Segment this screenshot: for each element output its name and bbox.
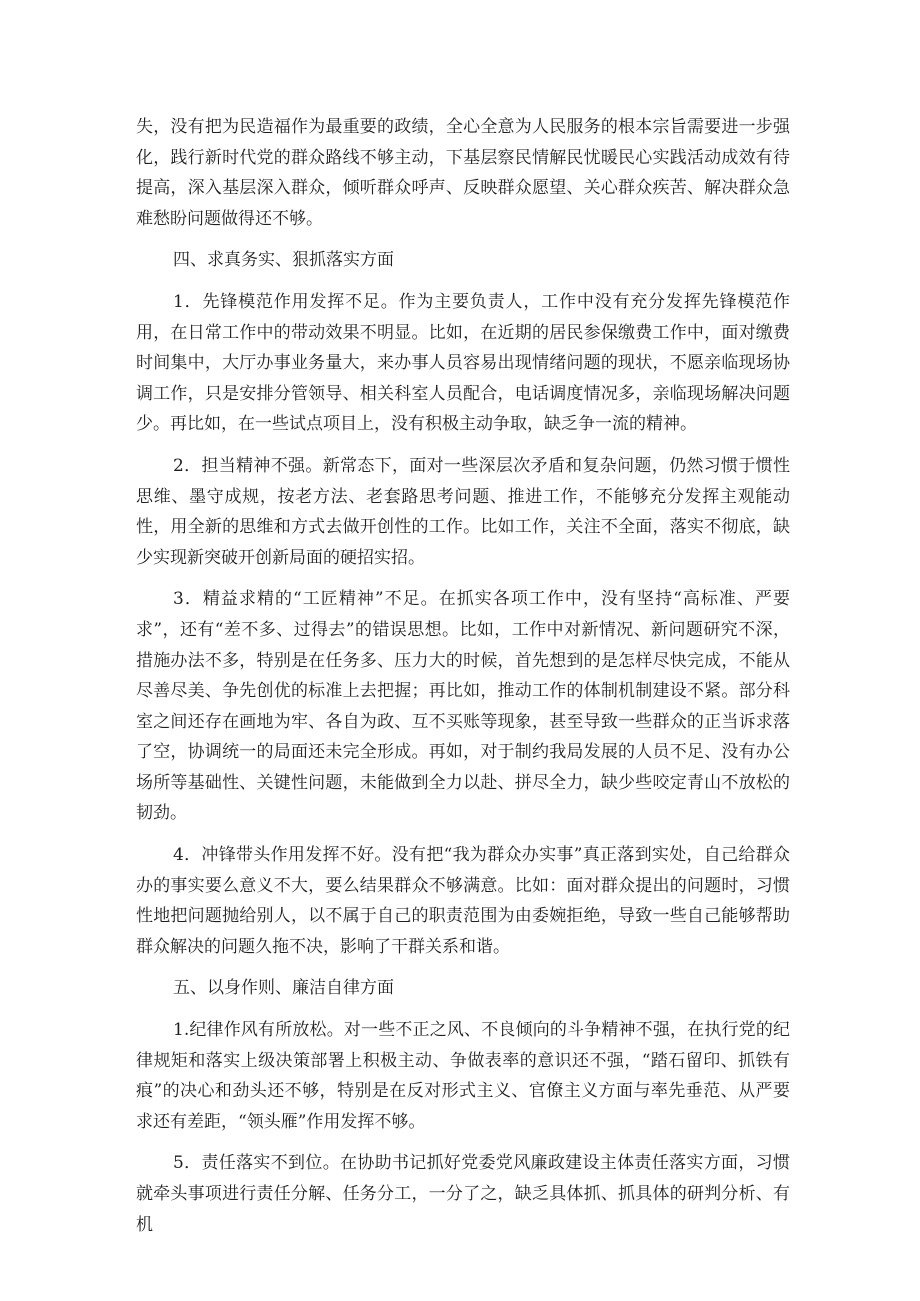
section-heading-four: 四、求真务实、狠抓落实方面: [173, 250, 394, 271]
document-page: [136, 112, 790, 1251]
paragraph-continued: 失，没有把为民造福作为最重要的政绩，全心全意为人民服务的根本宗旨需要进一步强化，践行新时代党的群众路线不够主动，下基层察民情解民忧暖民心实践活动成效有待提高，深入基层深入群众，倾听群众呼声、反映群众愿望、关心群众疾苦、解决群众急难愁盼问题做得还不够。: [136, 117, 790, 229]
section-heading-five: 五、以身作则、廉洁自律方面: [173, 978, 394, 999]
paragraph-item-1: 1．先锋模范作用发挥不足。作为主要负责人，工作中没有充分发挥先锋模范作用，在日常工作中的带动效果不明显。比如，在近期的居民参保缴费工作中，面对缴费时间集中，大厅办事业务量大，来办事人员容易出现情绪问题的现状，不愿亲临现场协调工作，只是安排分管领导、相关科室人员配合，电话调度情况多，亲临现场解决问题少。再比如，在一些试点项目上，没有积极主动争取，缺乏争一流的精神。: [136, 291, 790, 435]
paragraph-item-5-1: 1.纪律作风有所放松。对一些不正之风、不良倾向的斗争精神不强，在执行党的纪律规矩和落实上级决策部署上积极主动、争做表率的意识还不强，“踏石留印、抓铁有痕”的决心和劲头还不够，特别是在反对形式主义、官僚主义方面与率先垂范、从严要求还有差距，“领头雁”作用发挥不够。: [136, 1020, 790, 1132]
paragraph-item-5-5: 5．责任落实不到位。在协助书记抓好党委党风廉政建设主体责任落实方面，习惯就牵头事项进行责任分解、任务分工，一分了之，缺乏具体抓、抓具体的研判分析、有机: [136, 1153, 790, 1235]
paragraph-item-2: 2．担当精神不强。新常态下，面对一些深层次矛盾和复杂问题，仍然习惯于惯性思维、墨守成规，按老方法、老套路思考问题、推进工作，不能够充分发挥主观能动性，用全新的思维和方式去做开创性的工作。比如工作，关注不全面，落实不彻底，缺少实现新突破开创新局面的硬招实招。: [136, 455, 790, 568]
paragraph-item-4: 4．冲锋带头作用发挥不好。没有把“我为群众办实事”真正落到实处，自己给群众办的事实要么意义不大，要么结果群众不够满意。比如：面对群众提出的问题时，习惯性地把问题抛给别人，以不属于自己的职责范围为由委婉拒绝，导致一些自己能够帮助群众解决的问题久拖不决，影响了干群关系和谐。: [136, 845, 790, 957]
paragraph-item-3: 3．精益求精的“工匠精神”不足。在抓实各项工作中，没有坚持“高标准、严要求”，还有“差不多、过得去”的错误思想。比如，工作中对新情况、新问题研究不深，措施办法不多，特别是在任务多、压力大的时候，首先想到的是怎样尽快完成，不能从尽善尽美、争先创优的标准上去把握；再比如，推动工作的体制机制建设不紧。部分科室之间还存在画地为牢、各自为政、互不买账等现象，甚至导致一些群众的正当诉求落了空，协调统一的局面还未完全形成。再如，对于制约我局发展的人员不足、没有办公场所等基础性、关键性问题，未能做到全力以赴、拼尽全力，缺少些咬定青山不放松的韧劲。: [136, 589, 790, 824]
